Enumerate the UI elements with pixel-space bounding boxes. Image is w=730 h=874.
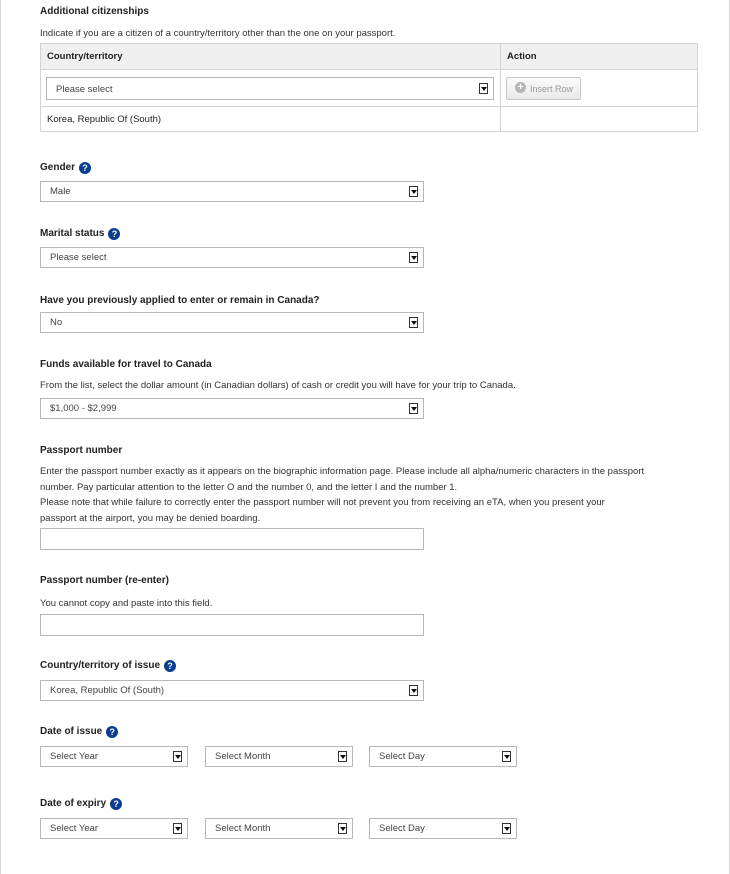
chevron-down-icon bbox=[409, 403, 418, 414]
passport-number-label: Passport number bbox=[40, 445, 123, 456]
help-icon[interactable]: ? bbox=[108, 228, 120, 240]
issue-country-select[interactable]: Korea, Republic Of (South) bbox=[40, 680, 424, 701]
column-header-country: Country/territory bbox=[41, 44, 501, 70]
citizenship-country-cell: Korea, Republic Of (South) bbox=[41, 107, 501, 132]
insert-row-button[interactable]: + Insert Row bbox=[506, 77, 581, 100]
help-icon[interactable]: ? bbox=[110, 798, 122, 810]
help-icon[interactable]: ? bbox=[106, 726, 118, 738]
chevron-down-icon bbox=[409, 317, 418, 328]
issue-country-label: Country/territory of issue ? bbox=[40, 660, 176, 672]
passport-reenter-label: Passport number (re-enter) bbox=[40, 575, 169, 586]
gender-label: Gender ? bbox=[40, 162, 91, 174]
funds-label: Funds available for travel to Canada bbox=[40, 359, 212, 370]
previous-application-label: Have you previously applied to enter or remain in Canada? bbox=[40, 295, 320, 306]
issue-month-select[interactable]: Select Month bbox=[205, 746, 353, 767]
chevron-down-icon bbox=[502, 751, 511, 762]
chevron-down-icon bbox=[502, 823, 511, 834]
marital-status-select[interactable]: Please select bbox=[40, 247, 424, 268]
chevron-down-icon bbox=[409, 186, 418, 197]
chevron-down-icon bbox=[338, 823, 347, 834]
passport-number-description: Enter the passport number exactly as it appears on the biographic information page. Please include all alpha/numeric characters in the passport number. Pay particular attention to the letter O and the number 0, and the letter I and the number 1. Please note that while failure to correctly enter the passport number will not prevent you from receiving an eTA, when you present your passport at the airport, you may be denied boarding. bbox=[40, 466, 645, 524]
issue-year-select[interactable]: Select Year bbox=[40, 746, 188, 767]
marital-status-label: Marital status ? bbox=[40, 228, 120, 240]
issue-day-select[interactable]: Select Day bbox=[369, 746, 517, 767]
gender-select[interactable]: Male bbox=[40, 181, 424, 202]
help-icon[interactable]: ? bbox=[164, 660, 176, 672]
table-row bbox=[41, 107, 698, 132]
passport-number-input[interactable] bbox=[40, 528, 424, 550]
date-of-expiry-label: Date of expiry ? bbox=[40, 798, 122, 810]
chevron-down-icon bbox=[409, 685, 418, 696]
chevron-down-icon bbox=[479, 83, 488, 94]
citizenships-heading: Additional citizenships bbox=[40, 6, 149, 17]
citizenships-description: Indicate if you are a citizen of a country/territory other than the one on your passport. bbox=[40, 28, 396, 39]
citizenship-country-select[interactable]: Please select bbox=[46, 77, 494, 100]
expiry-day-select[interactable]: Select Day bbox=[369, 818, 517, 839]
help-icon[interactable]: ? bbox=[79, 162, 91, 174]
passport-reenter-input[interactable] bbox=[40, 614, 424, 636]
funds-description: From the list, select the dollar amount (in Canadian dollars) of cash or credit you will have for your trip to Canada. bbox=[40, 380, 516, 391]
chevron-down-icon bbox=[409, 252, 418, 263]
plus-circle-icon: + bbox=[515, 82, 526, 93]
previous-application-select[interactable]: No bbox=[40, 312, 424, 333]
chevron-down-icon bbox=[173, 751, 182, 762]
date-of-issue-label: Date of issue ? bbox=[40, 726, 118, 738]
expiry-month-select[interactable]: Select Month bbox=[205, 818, 353, 839]
chevron-down-icon bbox=[338, 751, 347, 762]
column-header-action: Action bbox=[501, 44, 698, 70]
funds-select[interactable]: $1,000 - $2,999 bbox=[40, 398, 424, 419]
expiry-year-select[interactable]: Select Year bbox=[40, 818, 188, 839]
passport-reenter-description: You cannot copy and paste into this field. bbox=[40, 598, 213, 609]
chevron-down-icon bbox=[173, 823, 182, 834]
